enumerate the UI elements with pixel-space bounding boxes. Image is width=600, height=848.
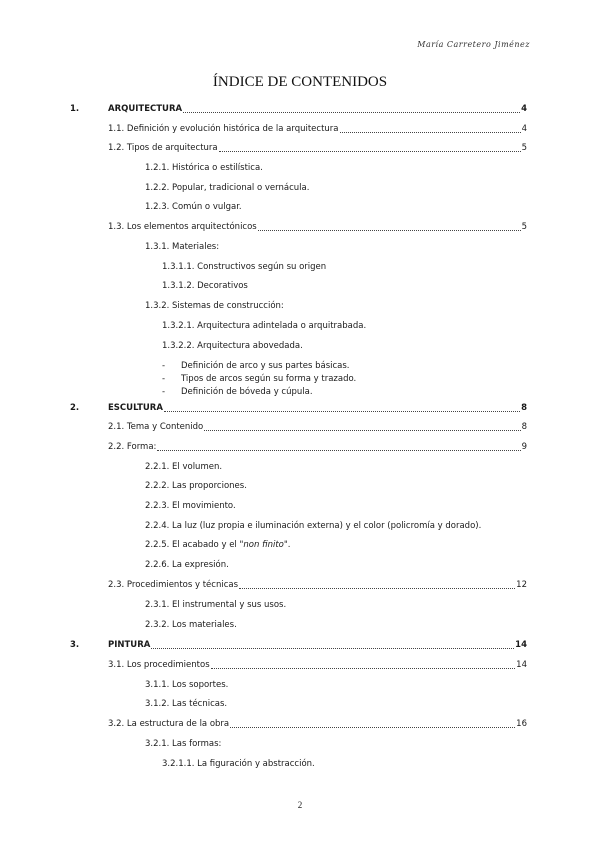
toc-entry-architecture[interactable] <box>70 104 527 115</box>
toc-entry-1-3-1-2[interactable]: 1.3.1.2. Decorativos <box>162 281 248 291</box>
bullet-item: - Definición de arco y sus partes básicas. <box>162 361 350 371</box>
toc-entry-2-2-2[interactable]: 2.2.2. Las proporciones. <box>145 481 247 491</box>
toc-entry-1-3-2-2[interactable]: 1.3.2.2. Arquitectura abovedada. <box>162 341 303 351</box>
dot-leader <box>211 668 516 669</box>
dot-leader <box>157 450 520 451</box>
toc-entry-3-2-1-1[interactable]: 3.2.1.1. La figuración y abstracción. <box>162 759 315 769</box>
toc-entry-2-3-1[interactable]: 2.3.1. El instrumental y sus usos. <box>145 600 287 610</box>
toc-entry-sculpture[interactable] <box>70 403 527 414</box>
dot-leader <box>340 132 521 133</box>
toc-entry-1-3-2[interactable]: 1.3.2. Sistemas de construcción: <box>145 301 284 311</box>
toc-entry-2-2-5[interactable]: 2.2.5. El acabado y el "non finito". <box>145 540 291 550</box>
toc-page-number: 12 <box>516 580 527 590</box>
toc-entry-3-1[interactable] <box>108 660 527 671</box>
toc-entry-2-2[interactable] <box>108 442 527 453</box>
dot-leader <box>204 430 520 431</box>
toc-entry-label: 1.1. Definición y evolución histórica de la arquitectura <box>108 124 339 134</box>
toc-entry-label: 1.2. Tipos de arquitectura <box>108 143 218 153</box>
page-title: ÍNDICE DE CONTENIDOS <box>212 74 388 90</box>
toc-page-number: 8 <box>521 422 527 432</box>
dot-leader <box>183 112 520 113</box>
toc-page-number: 16 <box>516 719 527 729</box>
bullet-item: - Definición de bóveda y cúpula. <box>162 387 313 397</box>
toc-page-number: 8 <box>521 403 527 413</box>
dot-leader <box>239 588 515 589</box>
toc-entry-1-3-1-1[interactable]: 1.3.1.1. Constructivos según su origen <box>162 262 327 272</box>
toc-page-number: 5 <box>521 143 527 153</box>
toc-entry-1-3[interactable] <box>108 222 527 233</box>
toc-entry-1-2[interactable] <box>108 143 527 154</box>
dot-leader <box>151 648 514 649</box>
toc-page-number: 9 <box>521 442 527 452</box>
toc-entry-1-2-3[interactable]: 1.2.3. Común o vulgar. <box>145 202 242 212</box>
toc-entry-painting[interactable] <box>70 640 527 651</box>
toc-entry-label: ESCULTURA <box>108 403 163 413</box>
toc-page-number: 14 <box>516 660 527 670</box>
toc-entry-2-3-2[interactable]: 2.3.2. Los materiales. <box>145 620 237 630</box>
toc-entry-3-1-2[interactable]: 3.1.2. Las técnicas. <box>145 699 228 709</box>
toc-page-number: 14 <box>515 640 527 650</box>
toc-entry-2-2-4[interactable]: 2.2.4. La luz (luz propia e iluminación externa) y el color (policromía y dorado). <box>145 521 482 531</box>
toc-entry-2-3[interactable] <box>108 580 527 591</box>
toc-entry-label: 2.1. Tema y Contenido <box>108 422 204 432</box>
toc-entry-label: 2.3. Procedimientos y técnicas <box>108 580 239 590</box>
toc-entry-number: 3. <box>70 640 80 650</box>
dot-leader <box>230 727 515 728</box>
toc-entry-label: PINTURA <box>108 640 151 650</box>
page-header-author: María Carretero Jiménez <box>417 40 530 49</box>
toc-entry-1-2-1[interactable]: 1.2.1. Histórica o estilística. <box>145 163 263 173</box>
toc-entry-2-1[interactable] <box>108 422 527 433</box>
toc-entry-label: 1.3. Los elementos arquitectónicos <box>108 222 257 232</box>
dot-leader <box>164 411 520 412</box>
toc-entry-number: 1. <box>70 104 80 114</box>
bullet-item: - Tipos de arcos según su forma y trazado. <box>162 374 357 384</box>
toc-entry-1-3-1[interactable]: 1.3.1. Materiales: <box>145 242 220 252</box>
dot-leader <box>219 151 521 152</box>
toc-page-number: 4 <box>521 124 527 134</box>
toc-entry-1-3-2-1[interactable]: 1.3.2.1. Arquitectura adintelada o arquitrabada. <box>162 321 367 331</box>
dot-leader <box>258 230 521 231</box>
toc-entry-3-1-1[interactable]: 3.1.1. Los soportes. <box>145 680 229 690</box>
toc-entry-3-2-1[interactable]: 3.2.1. Las formas: <box>145 739 222 749</box>
toc-page-number: 5 <box>521 222 527 232</box>
toc-entry-2-2-3[interactable]: 2.2.3. El movimiento. <box>145 501 236 511</box>
toc-entry-number: 2. <box>70 403 80 413</box>
toc-entry-label: 2.2. Forma: <box>108 442 157 452</box>
toc-entry-label: 3.2. La estructura de la obra <box>108 719 230 729</box>
toc-entry-label: 3.1. Los procedimientos <box>108 660 210 670</box>
toc-entry-2-2-6[interactable]: 2.2.6. La expresión. <box>145 560 229 570</box>
toc-entry-label: ARQUITECTURA <box>108 104 183 114</box>
toc-entry-3-2[interactable] <box>108 719 527 730</box>
toc-entry-2-2-1[interactable]: 2.2.1. El volumen. <box>145 462 223 472</box>
toc-entry-1-2-2[interactable]: 1.2.2. Popular, tradicional o vernácula. <box>145 183 310 193</box>
toc-entry-1-1[interactable] <box>108 124 527 135</box>
toc-page-number: 4 <box>521 104 527 114</box>
page-number: 2 <box>297 800 303 810</box>
